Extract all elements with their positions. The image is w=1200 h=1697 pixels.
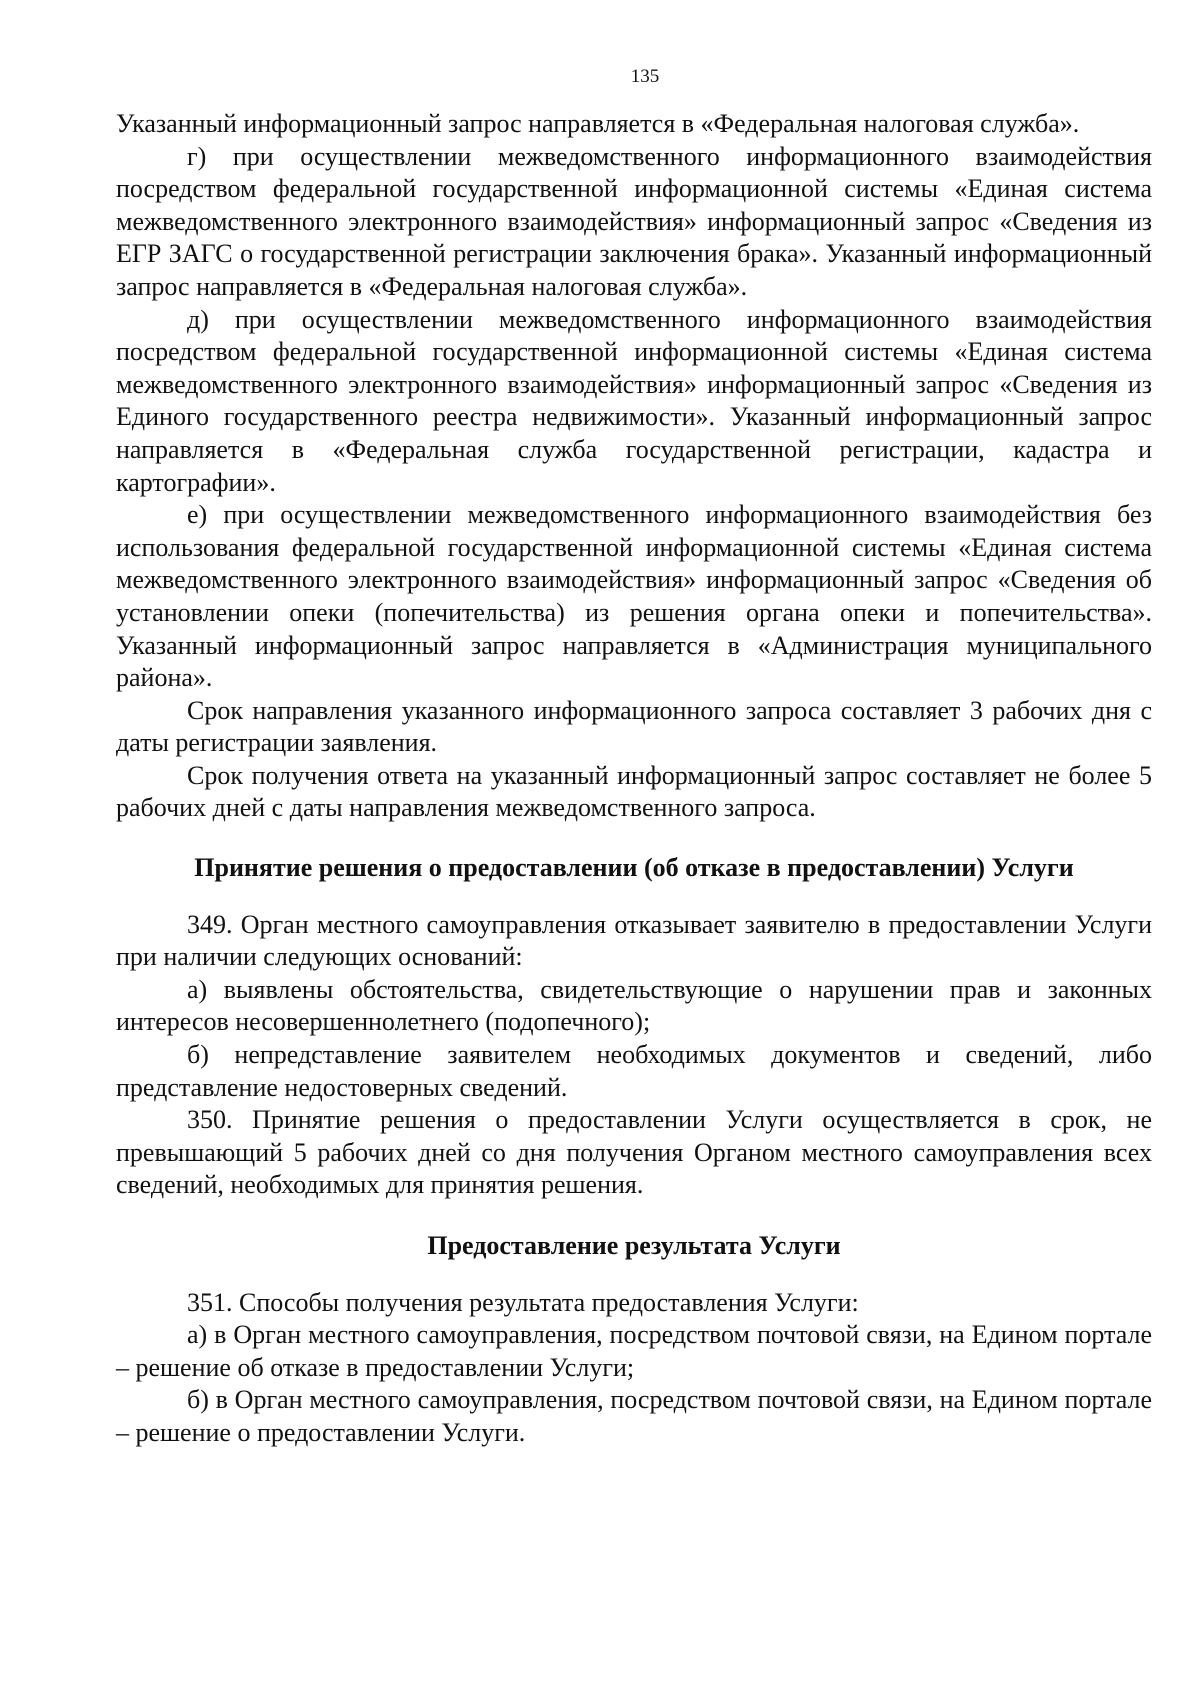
paragraph-349: 349. Орган местного самоуправления отказывает заявителю в предоставлении Услуги при наличии следующих оснований:: [116, 909, 1152, 972]
paragraph-351-b: б) в Орган местного самоуправления, посредством почтовой связи, на Едином портале – решение о предоставлении Услуги.: [116, 1385, 1152, 1447]
paragraph-349-b: б) непредставление заявителем необходимых документов и сведений, либо представление недостоверных сведений.: [116, 1040, 1152, 1102]
paragraph-item-g: г) при осуществлении межведомственного информационного взаимодействия посредством федеральной государственной информационной системы «Единая система межведомственного электронного взаимодействия» информационный запрос «Сведения из ЕГР ЗАГС о государственной регистрации заключения брака». Указанный информационный запрос направляется в «Федеральная налоговая служба».: [116, 141, 1152, 301]
paragraph: Указанный информационный запрос направляется в «Федеральная налоговая служба».: [116, 109, 1080, 138]
paragraph-351-a: а) в Орган местного самоуправления, посредством почтовой связи, на Едином портале – решение об отказе в предоставлении Услуги;: [116, 1320, 1152, 1382]
section-heading-decision: Принятие решения о предоставлении (об отказе в предоставлении) Услуги: [194, 853, 1074, 883]
page-number: 135: [630, 66, 660, 87]
paragraph-item-d: д) при осуществлении межведомственного информационного взаимодействия посредством федеральной государственной информационной системы «Единая система межведомственного электронного взаимодействия» информационный запрос «Сведения из Единого государственного реестра недвижимости». Указанный информационный запрос направляется в «Федеральная служба государственной регистрации, кадастра и картографии».: [116, 304, 1152, 497]
section-heading-result: Предоставление результата Услуги: [427, 1231, 841, 1260]
paragraph-item-e: е) при осуществлении межведомственного информационного взаимодействия без использования федеральной государственной информационной системы «Единая система межведомственного электронного взаимодействия» информационный запрос «Сведения об установлении опеки (попечительства) из решения органа опеки и попечительства». Указанный информационный запрос направляется в «Администрация муниципального района».: [116, 500, 1152, 693]
paragraph-349-a: а) выявлены обстоятельства, свидетельствующие о нарушении прав и законных интересов несовершеннолетнего (подопечного);: [116, 974, 1152, 1037]
section-decision: [116, 909, 1152, 1202]
section-result: [116, 1287, 1152, 1450]
section-interagency-requests: [116, 108, 1152, 825]
paragraph-350: 350. Принятие решения о предоставлении Услуги осуществляется в срок, не превышающий 5 рабочих дней со дня получения Органом местного самоуправления всех сведений, необходимых для принятия решения.: [116, 1105, 1152, 1200]
paragraph-response-deadline: Срок получения ответа на указанный информационный запрос составляет не более 5 рабочих дней с даты направления межведомственного запроса.: [116, 760, 1152, 823]
paragraph-request-deadline: Срок направления указанного информационного запроса составляет 3 рабочих дня с даты регистрации заявления.: [116, 695, 1152, 758]
paragraph-351: 351. Способы получения результата предоставления Услуги:: [187, 1287, 859, 1317]
document-page: [116, 64, 1152, 1450]
